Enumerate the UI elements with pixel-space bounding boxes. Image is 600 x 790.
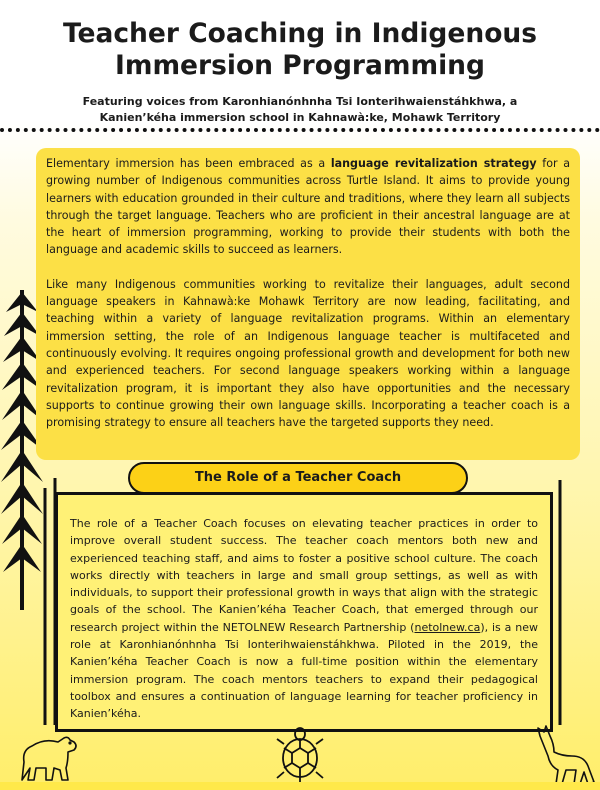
wolf-icon bbox=[532, 722, 598, 786]
subtitle-line-2: Kanien’kéha immersion school in Kahnawà:ke, Mohawk Territory bbox=[99, 111, 501, 124]
teacher-coach-paragraph bbox=[70, 515, 538, 723]
subtitle-line-1: Featuring voices from Karonhianónhnha Tsi Ionterihwaienstáhkhwa, a bbox=[82, 95, 518, 108]
intro-paragraph-1 bbox=[46, 155, 570, 259]
netolnew-link[interactable]: netolnew.ca bbox=[414, 620, 481, 634]
page-title bbox=[0, 18, 600, 82]
dotted-divider bbox=[0, 128, 600, 132]
teacher-coach-box bbox=[55, 492, 553, 732]
bear-icon bbox=[18, 728, 80, 782]
coach-text-a: The role of a Teacher Coach focuses on elevating teacher practices in order to improve overall student success. The teacher coach mentors both new and experienced teaching staff, and aims to foster a positive school culture. The coach works directly with teachers in large and small group settings, as well as with individuals, to support their professional growth in ways that align with the strategic goals of the school. The Kanien’kéha Teacher Coach, that emerged through our research project within the NETOLNEW Research Partnership ( bbox=[70, 517, 538, 634]
intro-p1-bold: language revitalization strategy bbox=[330, 157, 537, 170]
title-line-2: Immersion Programming bbox=[114, 50, 486, 81]
section-heading: The Role of a Teacher Coach bbox=[128, 462, 468, 494]
page-subtitle bbox=[60, 94, 540, 126]
intro-p1-text-b: for a growing number of Indigenous communities across Turtle Island. It aims to provide young learners with education grounded in their culture and traditions, where they learn all subjects through the target language. Teachers who are proficient in their ancestral language are at the heart of immersion programming, working to provide their students with both the language and academic skills to succeed as learners. bbox=[46, 157, 570, 257]
intro-p1-text-a: Elementary immersion has been embraced as a bbox=[46, 157, 331, 170]
coach-text-b: ), is a new role at Karonhianónhnha Tsi Ionterihwaienstáhkhwa. Piloted in the 2019, the Kanien’kéha Teacher Coach is now a full-time position within the elementary immersion program. The coach mentors teachers to expand their pedagogical toolbox and ensures a continuation of language learning for teacher proficiency in Kanien’kéha. bbox=[70, 620, 538, 721]
turtle-icon bbox=[274, 726, 326, 786]
ground-strip bbox=[0, 782, 600, 790]
intro-box bbox=[36, 148, 580, 460]
title-line-1: Teacher Coaching in Indigenous bbox=[62, 18, 538, 49]
intro-paragraph-2: Like many Indigenous communities working to revitalize their languages, adult second language speakers in Kahnawà:ke Mohawk Territory are now leading, facilitating, and teaching within a variety of language revitalization programs. Within an elementary immersion setting, the role of an Indigenous language teacher is multifaceted and continuously evolving. It requires ongoing professional growth and development for both new and experienced teachers. For second language speakers working within a language revitalization program, it is important they also have opportunities and the necessary supports to continue growing their own language skills. Incorporating a teacher coach is a promising strategy to ensure all teachers have the targeted supports they need. bbox=[46, 277, 570, 430]
